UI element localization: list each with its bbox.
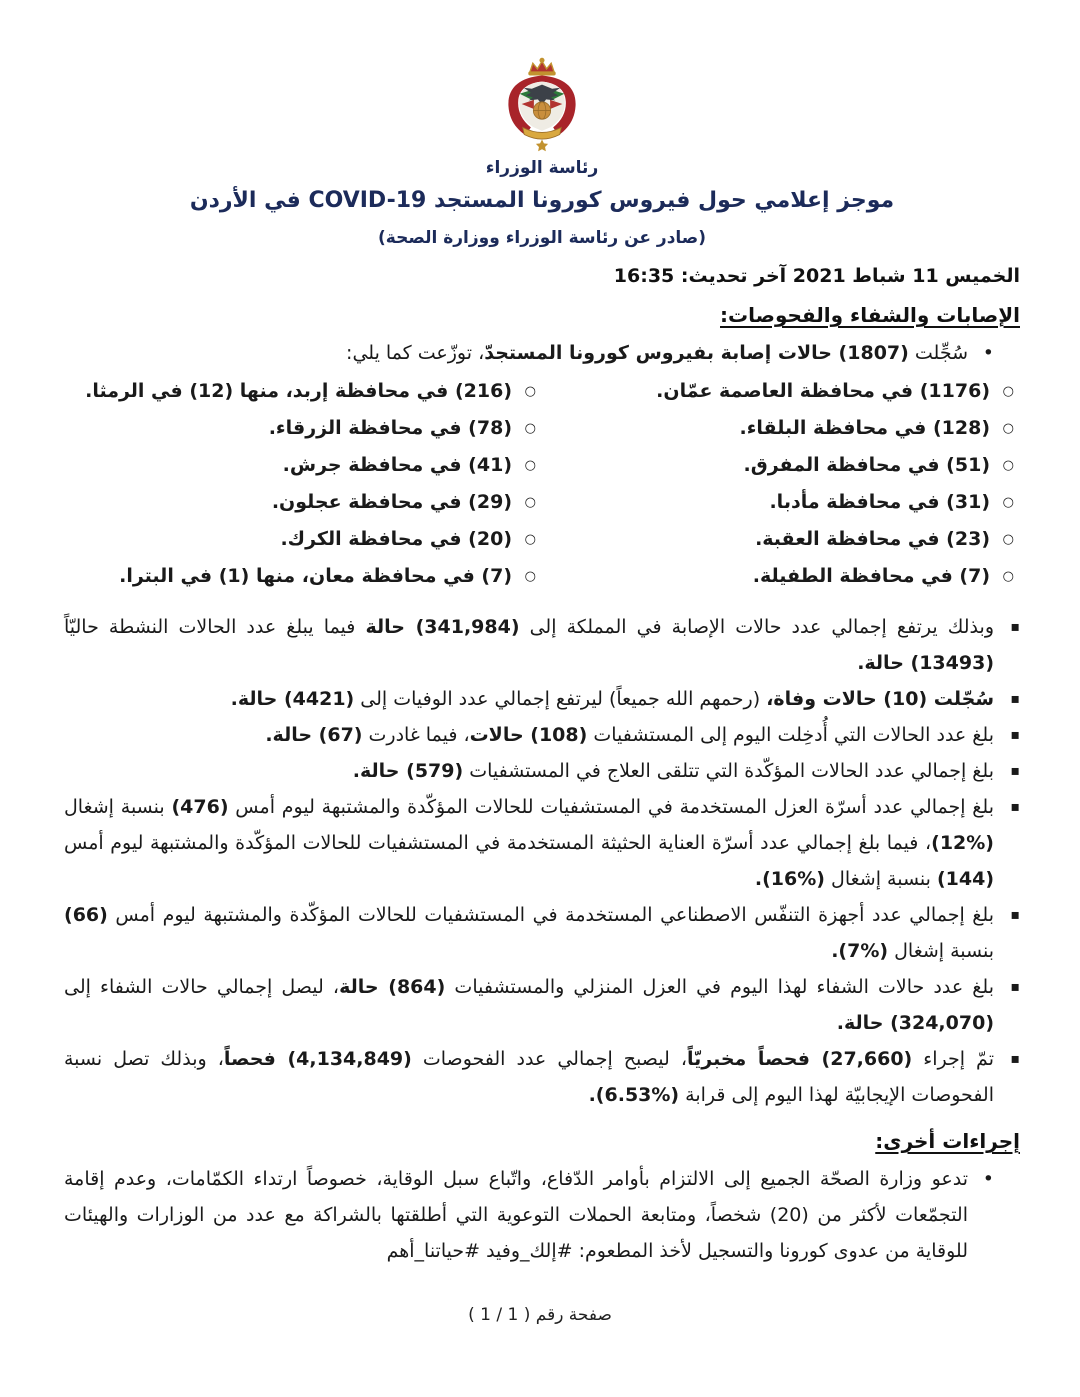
- text-segment: تدعو وزارة الصحّة الجميع إلى الالتزام بأوامر الدّفاع، واتّباع سبل الوقاية، خصوصاً ارتداء الكمّامات، وعدم إقامة التجمّعات لأكثر من (20) شخصاً، ومتابعة الحملات التوعوية التي أطلقتها بالشراكة مع عدد من الوزارات والهيئات للوقاية من عدوى كورونا والتسجيل لأخذ المطعوم: #إلك_وفيد #حياتنا_أهم: [64, 1168, 968, 1262]
- text-segment: ، فيما غادرت: [362, 724, 470, 746]
- text-segment: سُجّلت (10) حالات وفاة،: [766, 688, 994, 710]
- gov-item-text: (23) في محافظة العقبة.: [755, 528, 990, 550]
- text-segment: (27,660) فحصاً مخبريّاً: [686, 1048, 913, 1070]
- circle-bullet-icon: ○: [1002, 532, 1014, 547]
- text-segment: تمّ إجراء: [912, 1048, 994, 1070]
- circle-bullet-icon: ○: [1002, 458, 1014, 473]
- stat-text: [64, 717, 994, 753]
- gov-item-text: (1176) في محافظة العاصمة عمّان.: [656, 380, 990, 402]
- emblem: [64, 56, 1020, 178]
- text-segment: (%6.53).: [588, 1084, 680, 1106]
- text-segment: فيما يبلغ عدد الحالات النشطة حاليّاً: [64, 616, 366, 638]
- gov-item-text: (7) في محافظة معان، منها (1) في البترا.: [119, 565, 512, 587]
- gov-item-mafraq: [542, 447, 1020, 484]
- text-segment: سُجِّلت: [908, 342, 968, 364]
- text-segment: (66): [64, 904, 108, 926]
- text-segment: بلغ إجمالي عدد الحالات المؤكّدة التي تتلقى العلاج في المستشفيات: [463, 760, 994, 782]
- gov-item-text: (216) في محافظة إربد، منها (12) في الرمثا.: [85, 380, 512, 402]
- text-segment: بلغ إجمالي عدد أجهزة التنفّس الاصطناعي المستخدمة في المستشفيات للحالات المؤكّدة والمشتبهة ليوم أمس: [107, 904, 994, 926]
- stat-recoveries: [64, 969, 1020, 1041]
- stat-text: [64, 969, 994, 1041]
- circle-bullet-icon: ○: [524, 421, 536, 436]
- emblem-caption: رئاسة الوزراء: [485, 158, 599, 178]
- page-subtitle: (صادر عن رئاسة الوزراء ووزارة الصحة): [378, 228, 706, 248]
- text-segment: ، توزّعت كما يلي:: [346, 342, 485, 364]
- stat-text: [64, 681, 994, 717]
- text-segment: ، وبذلك تصل نسبة الفحوصات الإيجابيّة لهذا اليوم إلى قرابة: [64, 1048, 994, 1106]
- text-segment: ، فيما بلغ إجمالي عدد أسرّة العناية الحثيثة المستخدمة في المستشفيات للحالات المؤكّدة والمشتبهة ليوم أمس: [64, 832, 932, 854]
- gov-item-text: (41) في محافظة جرش.: [282, 454, 512, 476]
- stat-deaths: [64, 681, 1020, 717]
- bullet-health-ministry-call: [64, 1161, 1020, 1269]
- square-bullet-icon: ▪: [1010, 763, 1020, 779]
- text-segment: (4,134,849) فحصاً: [223, 1048, 412, 1070]
- text-segment: وبذلك يرتفع إجمالي عدد حالات الإصابة في المملكة إلى: [519, 616, 994, 638]
- text-segment: (13493) حالة.: [857, 652, 994, 674]
- dot-bullet-icon: •: [982, 342, 994, 364]
- text-segment: (476): [171, 796, 229, 818]
- circle-bullet-icon: ○: [524, 532, 536, 547]
- gov-item-ajloun: [64, 484, 542, 521]
- gov-item-karak: [64, 521, 542, 558]
- square-bullet-icon: ▪: [1010, 619, 1020, 635]
- text-segment: بنسبة إشغال: [888, 940, 994, 962]
- gov-item-madaba: [542, 484, 1020, 521]
- text-segment: (67) حالة.: [265, 724, 363, 746]
- gov-item-text: (20) في محافظة الكرك.: [280, 528, 512, 550]
- circle-bullet-icon: ○: [1002, 421, 1014, 436]
- text-segment: (579) حالة.: [352, 760, 464, 782]
- stat-text: [64, 897, 994, 969]
- gov-item-jerash: [64, 447, 542, 484]
- text-segment: بنسبة إشغال: [824, 868, 937, 890]
- gov-item-maan: [64, 558, 542, 595]
- text-segment: بلغ عدد حالات الشفاء لهذا اليوم في العزل المنزلي والمستشفيات: [445, 976, 994, 998]
- text-segment: (4421) حالة.: [230, 688, 355, 710]
- bullet-health-ministry-call-text: [64, 1161, 968, 1269]
- dot-bullet-icon: •: [982, 1168, 994, 1190]
- text-segment: بلغ عدد الحالات التي أُدخِلت اليوم إلى المستشفيات: [587, 724, 994, 746]
- square-bullet-icon: ▪: [1010, 727, 1020, 743]
- gov-item-balqa: [542, 410, 1020, 447]
- gov-item-text: (29) في محافظة عجلون.: [271, 491, 512, 513]
- square-bullet-icon: ▪: [1010, 907, 1020, 923]
- gov-item-zarqa: [64, 410, 542, 447]
- stat-text: [64, 789, 994, 897]
- gov-item-text: (78) في محافظة الزرقاء.: [268, 417, 512, 439]
- stat-text: [64, 753, 994, 789]
- bullet-new-cases: [64, 335, 1020, 371]
- gov-item-amman: [542, 373, 1020, 410]
- circle-bullet-icon: ○: [524, 495, 536, 510]
- stat-hospital-treatment: [64, 753, 1020, 789]
- text-segment: بلغ إجمالي عدد أسرّة العزل المستخدمة في المستشفيات للحالات المؤكّدة والمشتبهة ليوم أمس: [228, 796, 994, 818]
- stat-ventilators: [64, 897, 1020, 969]
- text-segment: (%16).: [754, 868, 825, 890]
- text-segment: ، ليصبح إجمالي عدد الفحوصات: [411, 1048, 687, 1070]
- gov-item-text: (128) في محافظة البلقاء.: [739, 417, 990, 439]
- bullet-new-cases-text: [64, 335, 968, 371]
- page-title: موجز إعلامي حول فيروس كورونا المستجد COVID-19 في الأردن: [189, 188, 895, 213]
- square-bullet-icon: ▪: [1010, 691, 1020, 707]
- text-segment: (144): [936, 868, 994, 890]
- gov-item-text: (51) في محافظة المفرق.: [743, 454, 990, 476]
- circle-bullet-icon: ○: [1002, 495, 1014, 510]
- square-bullet-icon: ▪: [1010, 979, 1020, 995]
- text-segment: (864) حالة: [339, 976, 446, 998]
- gov-item-tafileh: [542, 558, 1020, 595]
- circle-bullet-icon: ○: [524, 458, 536, 473]
- gov-item-text: (31) في محافظة مأدبا.: [769, 491, 990, 513]
- date-line: الخميس 11 شباط 2021 آخر تحديث: 16:35: [613, 265, 1020, 287]
- square-bullet-icon: ▪: [1010, 799, 1020, 815]
- text-segment: ، ليصل إجمالي حالات الشفاء إلى: [64, 976, 340, 998]
- gov-item-aqaba: [542, 521, 1020, 558]
- stat-isolation-icu-beds: [64, 789, 1020, 897]
- gov-item-irbid: [64, 373, 542, 410]
- stat-hospital-admissions: [64, 717, 1020, 753]
- stat-text: [64, 609, 994, 681]
- governorate-list: [64, 373, 1020, 595]
- stat-lab-tests: [64, 1041, 1020, 1113]
- text-segment: (1807) حالات إصابة بفيروس كورونا المستجدّ: [484, 342, 909, 364]
- section-cases-header: الإصابات والشفاء والفحوصات:: [720, 303, 1020, 327]
- stat-text: [64, 1041, 994, 1113]
- text-segment: بنسبة إشغال: [64, 796, 172, 818]
- text-segment: (324,070) حالة.: [836, 1012, 994, 1034]
- text-segment: (%12): [931, 832, 994, 854]
- text-segment: (رحمهم الله جميعاً) ليرتفع إجمالي عدد الوفيات إلى: [354, 688, 767, 710]
- circle-bullet-icon: ○: [524, 569, 536, 584]
- stat-total-cases: [64, 609, 1020, 681]
- text-segment: (108) حالات: [469, 724, 588, 746]
- statistics-list: [64, 609, 1020, 1113]
- square-bullet-icon: ▪: [1010, 1051, 1020, 1067]
- circle-bullet-icon: ○: [1002, 384, 1014, 399]
- page-number: صفحة رقم ( 1 / 1 ): [468, 1305, 612, 1325]
- circle-bullet-icon: ○: [524, 384, 536, 399]
- section-other-measures-header: إجراءات أخرى:: [875, 1129, 1020, 1153]
- text-segment: (341,984) حالة: [365, 616, 520, 638]
- text-segment: (%7).: [831, 940, 889, 962]
- jordan-coat-of-arms-icon: [481, 56, 603, 156]
- gov-item-text: (7) في محافظة الطفيلة.: [752, 565, 990, 587]
- circle-bullet-icon: ○: [1002, 569, 1014, 584]
